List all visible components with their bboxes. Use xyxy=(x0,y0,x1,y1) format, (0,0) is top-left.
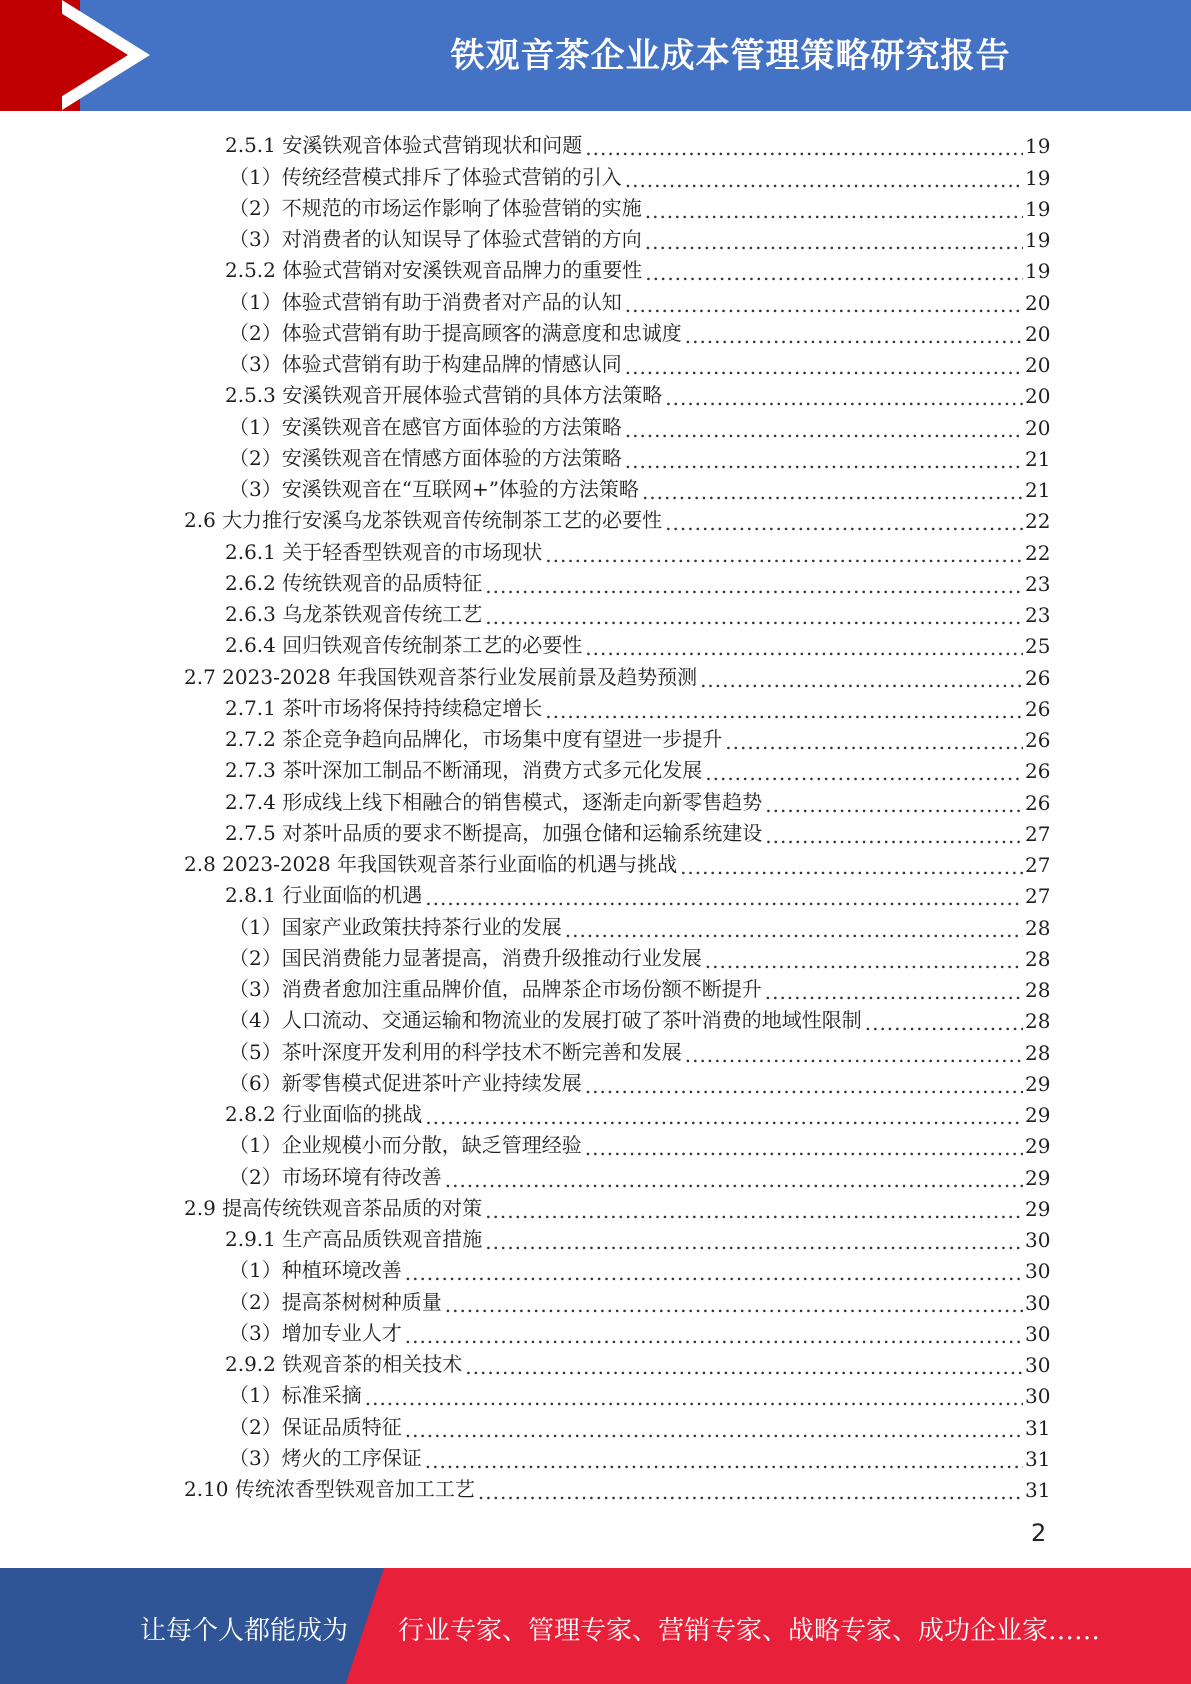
toc-entry[interactable] xyxy=(0,533,1051,565)
toc-entry[interactable] xyxy=(0,440,1051,471)
toc-entry-title: （2）保证品质特征 xyxy=(229,1414,402,1439)
toc-entry[interactable] xyxy=(0,283,1051,315)
toc-entry-page: 20 xyxy=(1025,321,1051,346)
toc-entry[interactable] xyxy=(0,815,1051,846)
toc-entry-page: 26 xyxy=(1025,665,1051,690)
toc-entry-title: 2.7.5 对茶叶品质的要求不断提高，加强仓储和运输系统建设 xyxy=(225,820,763,845)
toc-entry[interactable] xyxy=(0,721,1051,752)
toc-entry[interactable] xyxy=(0,346,1051,377)
toc-entry[interactable] xyxy=(0,1127,1051,1159)
toc-entry-page: 29 xyxy=(1025,1134,1051,1159)
toc-leader-dots xyxy=(585,138,1023,158)
toc-leader-dots xyxy=(405,1420,1023,1440)
toc-entry[interactable] xyxy=(0,846,1051,877)
toc-leader-dots xyxy=(425,1451,1023,1471)
toc-entry-title: 2.6.2 传统铁观音的品质特征 xyxy=(225,570,483,595)
toc-entry-title: 2.10 传统浓香型铁观音加工工艺 xyxy=(184,1477,475,1501)
toc-entry-title: 2.8.2 行业面临的挑战 xyxy=(225,1102,423,1126)
toc-entry[interactable] xyxy=(0,190,1051,221)
toc-entry-title: （3）消费者愈加注重品牌价值，品牌茶企市场份额不断提升 xyxy=(229,977,762,1001)
toc-entry-page: 22 xyxy=(1025,509,1051,534)
toc-leader-dots xyxy=(445,1170,1023,1190)
toc-entry-page: 31 xyxy=(1025,1478,1051,1502)
toc-entry-title: （5）茶叶深度开发利用的科学技术不断完善和发展 xyxy=(229,1039,682,1064)
toc-leader-dots xyxy=(642,482,1023,502)
toc-entry-title: 2.7.1 茶叶市场将保持持续稳定增长 xyxy=(225,695,543,720)
toc-entry[interactable] xyxy=(0,1096,1051,1127)
toc-entry-title: 2.6.1 关于轻香型铁观音的市场现状 xyxy=(225,539,543,564)
toc-entry-title: 2.5.2 体验式营销对安溪铁观音品牌力的重要性 xyxy=(225,258,643,283)
toc-entry-page: 20 xyxy=(1025,290,1051,315)
toc-entry-title: 2.9.2 铁观音茶的相关技术 xyxy=(225,1352,463,1376)
toc-leader-dots xyxy=(478,1482,1023,1502)
toc-entry[interactable] xyxy=(0,1315,1051,1346)
toc-entry[interactable] xyxy=(0,1346,1051,1377)
toc-entry-title: 2.5.3 安溪铁观音开展体验式营销的具体方法策略 xyxy=(225,383,663,408)
toc-entry[interactable] xyxy=(0,315,1051,346)
toc-entry[interactable] xyxy=(0,1158,1051,1190)
toc-entry-title: （1）体验式营销有助于消费者对产品的认知 xyxy=(229,289,622,314)
toc-leader-dots xyxy=(465,1357,1023,1377)
toc-entry-page: 28 xyxy=(1025,1040,1051,1065)
toc-entry-title: 2.7.2 茶企竞争趋向品牌化，市场集中度有望进一步提升 xyxy=(225,727,723,751)
toc-entry[interactable] xyxy=(0,565,1051,596)
toc-entry[interactable] xyxy=(0,940,1051,971)
toc-entry-title: 2.9 提高传统铁观音茶品质的对策 xyxy=(184,1195,483,1220)
toc-entry-page: 28 xyxy=(1025,946,1051,971)
toc-entry-page: 25 xyxy=(1025,634,1051,659)
toc-leader-dots xyxy=(705,951,1023,971)
toc-leader-dots xyxy=(625,170,1023,190)
toc-entry[interactable] xyxy=(0,127,1051,159)
toc-leader-dots xyxy=(365,1388,1023,1408)
toc-entry[interactable] xyxy=(0,1471,1051,1502)
toc-leader-dots xyxy=(625,420,1023,440)
toc-entry-title: （3）安溪铁观音在“互联网+”体验的方法策略 xyxy=(229,477,639,501)
toc-leader-dots xyxy=(405,1263,1023,1283)
toc-entry-page: 30 xyxy=(1025,1228,1051,1252)
toc-leader-dots xyxy=(680,857,1023,877)
toc-entry-page: 20 xyxy=(1025,384,1051,409)
toc-entry-page: 20 xyxy=(1025,415,1051,440)
toc-leader-dots xyxy=(485,1232,1023,1252)
toc-entry-title: 2.8 2023-2028 年我国铁观音茶行业面临的机遇与挑战 xyxy=(184,852,678,876)
page-header xyxy=(0,0,1191,111)
toc-leader-dots xyxy=(705,763,1023,783)
toc-entry-page: 20 xyxy=(1025,353,1051,377)
toc-leader-dots xyxy=(625,295,1023,315)
toc-entry-page: 19 xyxy=(1025,196,1051,221)
toc-leader-dots xyxy=(700,670,1023,690)
toc-leader-dots xyxy=(545,545,1023,565)
toc-entry[interactable] xyxy=(0,783,1051,815)
toc-entry-title: 2.6 大力推行安溪乌龙茶铁观音传统制茶工艺的必要性 xyxy=(184,508,663,533)
toc-entry-page: 29 xyxy=(1025,1196,1051,1221)
footer-slogan-left: 让每个人都能成为 xyxy=(140,1616,349,1646)
toc-leader-dots xyxy=(485,607,1023,627)
toc-entry-title: （2）提高茶树树种质量 xyxy=(229,1289,442,1314)
toc-entry-page: 26 xyxy=(1025,696,1051,721)
toc-entry-title: （1）标准采摘 xyxy=(229,1383,362,1408)
toc-leader-dots xyxy=(545,701,1023,721)
toc-leader-dots xyxy=(645,263,1023,283)
toc-entry[interactable] xyxy=(0,252,1051,284)
toc-entry-title: （2）国民消费能力显著提高，消费升级推动行业发展 xyxy=(229,945,702,970)
toc-entry-title: （2）不规范的市场运作影响了体验营销的实施 xyxy=(229,195,642,220)
toc-leader-dots xyxy=(765,826,1023,846)
toc-entry-page: 30 xyxy=(1025,1290,1051,1315)
toc-leader-dots xyxy=(665,388,1023,408)
toc-leader-dots xyxy=(625,357,1023,377)
toc-entry-page: 29 xyxy=(1025,1071,1051,1096)
toc-entry-title: （1）传统经营模式排斥了体验式营销的引入 xyxy=(229,164,622,189)
page-footer xyxy=(0,1568,1191,1684)
toc-entry-page: 19 xyxy=(1025,228,1051,252)
toc-entry-title: （3）增加专业人才 xyxy=(229,1320,402,1345)
toc-entry-title: （2）市场环境有待改善 xyxy=(229,1164,442,1189)
table-of-contents xyxy=(0,127,1191,1502)
toc-entry[interactable] xyxy=(0,596,1051,627)
toc-entry-page: 27 xyxy=(1025,821,1051,846)
toc-entry[interactable] xyxy=(0,877,1051,909)
toc-entry-page: 30 xyxy=(1025,1259,1051,1284)
toc-entry-title: 2.6.3 乌龙茶铁观音传统工艺 xyxy=(225,602,483,626)
toc-entry[interactable] xyxy=(0,1252,1051,1284)
toc-entry[interactable] xyxy=(0,377,1051,409)
toc-leader-dots xyxy=(405,1326,1023,1346)
toc-entry-page: 28 xyxy=(1025,1009,1051,1034)
toc-entry-page: 28 xyxy=(1025,978,1051,1002)
toc-entry-page: 27 xyxy=(1025,884,1051,909)
toc-entry[interactable] xyxy=(0,408,1051,440)
toc-entry[interactable] xyxy=(0,690,1051,721)
toc-entry-page: 30 xyxy=(1025,1321,1051,1346)
toc-entry-title: （1）种植环境改善 xyxy=(229,1258,402,1283)
toc-entry[interactable] xyxy=(0,1283,1051,1315)
toc-entry-page: 21 xyxy=(1025,478,1051,502)
toc-entry-title: （1）国家产业政策扶持茶行业的发展 xyxy=(229,914,562,939)
report-title: 铁观音茶企业成本管理策略研究报告 xyxy=(450,36,1011,76)
toc-leader-dots xyxy=(625,451,1023,471)
toc-entry-page: 29 xyxy=(1025,1103,1051,1127)
toc-leader-dots xyxy=(585,638,1023,658)
toc-entry[interactable] xyxy=(0,471,1051,502)
toc-entry-title: （3）对消费者的认知误导了体验式营销的方向 xyxy=(229,227,642,251)
toc-entry-title: （3）体验式营销有助于构建品牌的情感认同 xyxy=(229,352,622,376)
toc-leader-dots xyxy=(765,982,1023,1002)
toc-leader-dots xyxy=(665,513,1023,533)
toc-leader-dots xyxy=(725,732,1023,752)
toc-entry-page: 26 xyxy=(1025,728,1051,752)
toc-entry-page: 29 xyxy=(1025,1165,1051,1190)
toc-entry[interactable] xyxy=(0,1002,1051,1034)
toc-entry[interactable] xyxy=(0,1440,1051,1471)
toc-entry-page: 21 xyxy=(1025,446,1051,471)
toc-entry-page: 31 xyxy=(1025,1415,1051,1440)
toc-leader-dots xyxy=(765,795,1023,815)
toc-leader-dots xyxy=(865,1013,1023,1033)
toc-entry-title: （1）企业规模小而分散，缺乏管理经验 xyxy=(229,1133,582,1158)
toc-leader-dots xyxy=(645,201,1023,221)
toc-entry-page: 23 xyxy=(1025,603,1051,627)
toc-entry-page: 27 xyxy=(1025,853,1051,877)
toc-entry-page: 30 xyxy=(1025,1353,1051,1377)
toc-entry-title: 2.5.1 安溪铁观音体验式营销现状和问题 xyxy=(225,133,583,158)
toc-entry-title: 2.8.1 行业面临的机遇 xyxy=(225,883,423,908)
toc-entry-page: 22 xyxy=(1025,540,1051,565)
page-number: 2 xyxy=(1031,1519,1047,1547)
toc-entry-title: 2.7 2023-2028 年我国铁观音茶行业发展前景及趋势预测 xyxy=(184,664,698,689)
toc-entry-page: 19 xyxy=(1025,134,1051,159)
toc-entry[interactable] xyxy=(0,627,1051,659)
toc-entry-page: 26 xyxy=(1025,759,1051,784)
toc-leader-dots xyxy=(565,920,1023,940)
toc-leader-dots xyxy=(685,326,1023,346)
toc-entry[interactable] xyxy=(0,1377,1051,1409)
toc-entry[interactable] xyxy=(0,658,1051,690)
toc-entry-title: （1）安溪铁观音在感官方面体验的方法策略 xyxy=(229,414,622,439)
toc-entry[interactable] xyxy=(0,1065,1051,1096)
toc-entry-page: 23 xyxy=(1025,571,1051,596)
toc-entry-title: （4）人口流动、交通运输和物流业的发展打破了茶叶消费的地域性限制 xyxy=(229,1008,862,1033)
toc-entry[interactable] xyxy=(0,221,1051,252)
toc-leader-dots xyxy=(425,888,1023,908)
toc-entry-page: 26 xyxy=(1025,790,1051,815)
toc-entry[interactable] xyxy=(0,1033,1051,1065)
toc-entry[interactable] xyxy=(0,158,1051,190)
toc-entry[interactable] xyxy=(0,1408,1051,1440)
toc-entry[interactable] xyxy=(0,908,1051,940)
toc-entry[interactable] xyxy=(0,1221,1051,1252)
toc-entry-title: 2.6.4 回归铁观音传统制茶工艺的必要性 xyxy=(225,633,583,658)
toc-entry[interactable] xyxy=(0,971,1051,1002)
toc-entry-title: 2.7.3 茶叶深加工制品不断涌现，消费方式多元化发展 xyxy=(225,758,703,783)
toc-leader-dots xyxy=(585,1138,1023,1158)
toc-entry[interactable] xyxy=(0,752,1051,784)
toc-entry[interactable] xyxy=(0,502,1051,534)
toc-leader-dots xyxy=(685,1045,1023,1065)
toc-entry-title: 2.7.4 形成线上线下相融合的销售模式，逐渐走向新零售趋势 xyxy=(225,789,763,814)
toc-leader-dots xyxy=(445,1295,1023,1315)
header-chevron-red xyxy=(40,0,128,110)
toc-entry-title: 2.9.1 生产高品质铁观音措施 xyxy=(225,1227,483,1251)
toc-leader-dots xyxy=(485,576,1023,596)
toc-leader-dots xyxy=(645,232,1023,252)
toc-entry-title: （2）安溪铁观音在情感方面体验的方法策略 xyxy=(229,445,622,470)
toc-leader-dots xyxy=(425,1107,1023,1127)
toc-leader-dots xyxy=(485,1201,1023,1221)
toc-leader-dots xyxy=(585,1076,1023,1096)
footer-slogan-right: 行业专家、管理专家、营销专家、战略专家、成功企业家…… xyxy=(398,1616,1101,1646)
toc-entry-page: 30 xyxy=(1025,1384,1051,1409)
toc-entry-page: 19 xyxy=(1025,259,1051,284)
toc-entry-page: 31 xyxy=(1025,1446,1051,1471)
toc-entry-page: 19 xyxy=(1025,165,1051,190)
toc-entry[interactable] xyxy=(0,1190,1051,1221)
toc-entry-title: （2）体验式营销有助于提高顾客的满意度和忠诚度 xyxy=(229,320,682,345)
toc-entry-title: （6）新零售模式促进茶叶产业持续发展 xyxy=(229,1070,582,1095)
toc-entry-page: 28 xyxy=(1025,915,1051,940)
toc-entry-title: （3）烤火的工序保证 xyxy=(229,1445,422,1470)
